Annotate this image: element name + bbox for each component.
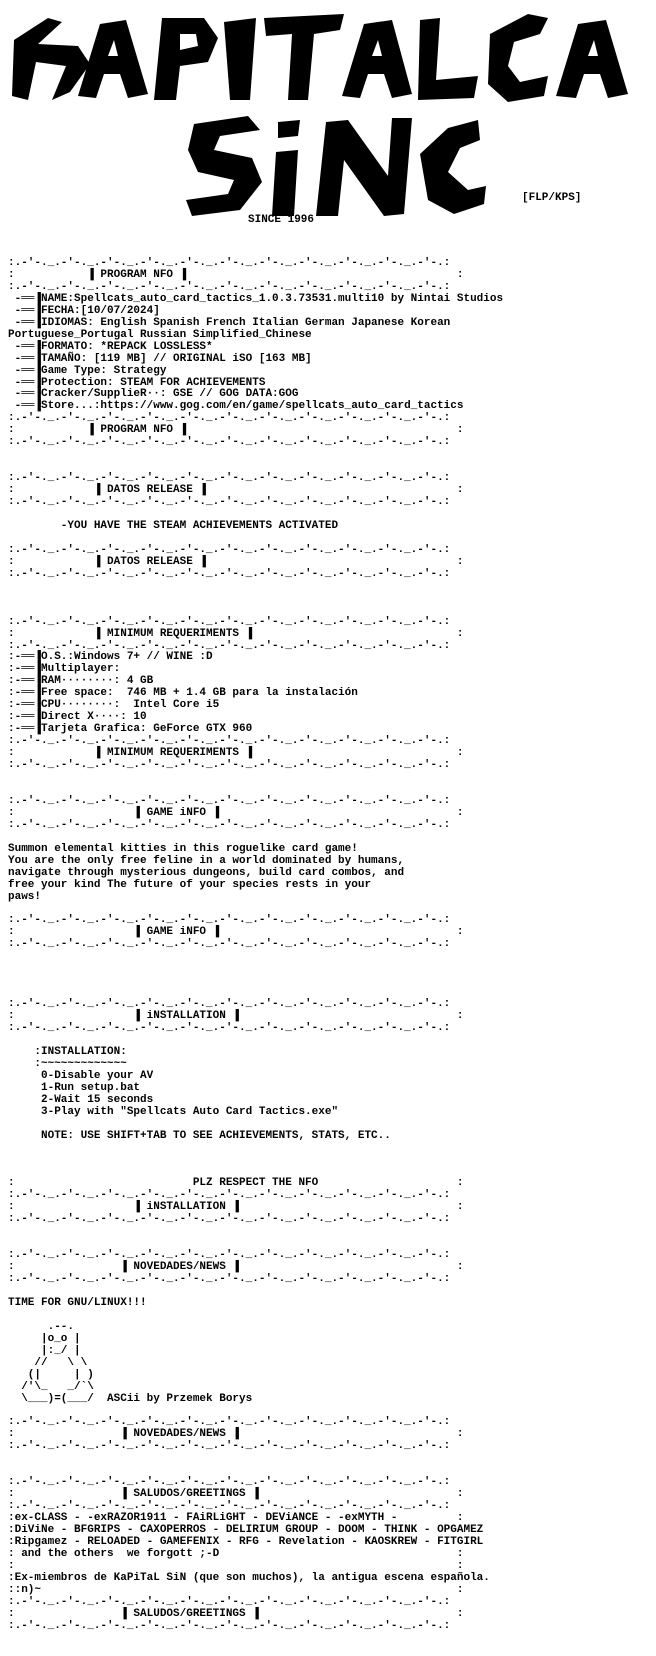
since-line: SINCE 1996 xyxy=(248,214,315,226)
logo-art xyxy=(8,4,644,224)
kapital-sin-logo xyxy=(8,4,644,224)
group-tag: [FLP/KPS] xyxy=(522,192,582,204)
nfo-document xyxy=(8,0,648,1656)
nfo-body: :.-'-._.-'-._.-'-._.-'-._.-'-._.-'-._.-'-._.-'-._.-'-._.-'-._.-'-.: : ▐ PROGRAM NFO ▐ : :.-'-._.-'-._.-'-._.-'-._.-'-._.-'-._.-'-._.-'-._.-'-._.-'-._.-'-.: -══▐NAME:Spellcats_auto_card_tactics_1.0.3.73531.multi10 by Nintai Studios -══▐FECHA:[10/07/2024] -══▐IDIOMAS: English Spanish French Italian German Japanese Korean Portuguese_Portugal Russian Simplified_Chinese -══▐FORMATO: *REPACK LOSSLESS* -══▐TAMAÑO: [119 MB] // ORIGINAL iSO [163 MB] -══▐Game Type: Strategy -══▐Protection: STEAM FOR ACHIEVEMENTS -══▐Cracker/SupplieR··: GSE // GOG DATA:GOG -══▐Store...:https://www.gog.com/en/game/spellcats_auto_card_tactics :.-'-._.-'-._.-'-._.-'-._.-'-._.-'-._.-'-._.-'-._.-'-._.-'-._.-'-.: : ▐ PROGRAM NFO ▐ : :.-'-._.-'-._.-'-._.-'-._.-'-._.-'-._.-'-._.-'-._.-'-._.-'-._.-'-.: :.-'-._.-'-._.-'-._.-'-._.-'-._.-'-._.-'-._.-'-._.-'-._.-'-._.-'-.: : ▐ DATOS RELEASE ▐ : :.-'-._.-'-._.-'-._.-'-._.-'-._.-'-._.-'-._.-'-._.-'-._.-'-._.-'-.: -YOU HAVE THE STEAM ACHIEVEMENTS ACTIVATED :.-'-._.-'-._.-'-._.-'-._.-'-._.-'-._.-'-._.-'-._.-'-._.-'-._.-'-.: : ▐ DATOS RELEASE ▐ : :.-'-._.-'-._.-'-._.-'-._.-'-._.-'-._.-'-._.-'-._.-'-._.-'-._.-'-.: :.-'-._.-'-._.-'-._.-'-._.-'-._.-'-._.-'-._.-'-._.-'-._.-'-._.-'-.: : ▐ MINIMUM REQUERIMENTS ▐ : :.-'-._.-'-._.-'-._.-'-._.-'-._.-'-._.-'-._.-'-._.-'-._.-'-._.-'-.: :-══▐O.S.:Windows 7+ // WINE :D :-══▐Multiplayer: :-══▐RAM········: 4 GB :-══▐Free space: 746 MB + 1.4 GB para la instalación :-══▐CPU········: Intel Core i5 :-══▐Direct X····: 10 :-══▐Tarjeta Grafica: GeForce GTX 960 :.-'-._.-'-._.-'-._.-'-._.-'-._.-'-._.-'-._.-'-._.-'-._.-'-._.-'-.: : ▐ MINIMUM REQUERIMENTS ▐ : :.-'-._.-'-._.-'-._.-'-._.-'-._.-'-._.-'-._.-'-._.-'-._.-'-._.-'-.: :.-'-._.-'-._.-'-._.-'-._.-'-._.-'-._.-'-._.-'-._.-'-._.-'-._.-'-.: : ▐ GAME iNFO ▐ : :.-'-._.-'-._.-'-._.-'-._.-'-._.-'-._.-'-._.-'-._.-'-._.-'-._.-'-.: Summon elemental kitties in this roguelike card game! You are the only free feline in a world dominated by humans, navigate through mysterious dungeons, build card combos, and free your kind The future of your species rests in your paws! :.-'-._.-'-._.-'-._.-'-._.-'-._.-'-._.-'-._.-'-._.-'-._.-'-._.-'-.: : ▐ GAME iNFO ▐ : :.-'-._.-'-._.-'-._.-'-._.-'-._.-'-._.-'-._.-'-._.-'-._.-'-._.-'-.: :.-'-._.-'-._.-'-._.-'-._.-'-._.-'-._.-'-._.-'-._.-'-._.-'-._.-'-.: : ▐ iNSTALLATION ▐ : :.-'-._.-'-._.-'-._.-'-._.-'-._.-'-._.-'-._.-'-._.-'-._.-'-._.-'-.: :INSTALLATION: :~~~~~~~~~~~~~ 0-Disable your AV 1-Run setup.bat 2-Wait 15 seconds 3-Play with "Spellcats Auto Card Tactics.exe" NOTE: USE SHIFT+TAB TO SEE ACHIEVEMENTS, STATS, ETC.. : PLZ RESPECT THE NFO : :.-'-._.-'-._.-'-._.-'-._.-'-._.-'-._.-'-._.-'-._.-'-._.-'-._.-'-.: : ▐ iNSTALLATION ▐ : :.-'-._.-'-._.-'-._.-'-._.-'-._.-'-._.-'-._.-'-._.-'-._.-'-._.-'-.: :.-'-._.-'-._.-'-._.-'-._.-'-._.-'-._.-'-._.-'-._.-'-._.-'-._.-'-.: : ▐ NOVEDADES/NEWS ▐ : :.-'-._.-'-._.-'-._.-'-._.-'-._.-'-._.-'-._.-'-._.-'-._.-'-._.-'-.: TIME FOR GNU/LINUX!!! .--. |o_o | |:_/ | // \ \ (| | ) /'\_ _/`\ \___)=(___/ ASCii by Przemek Borys :.-'-._.-'-._.-'-._.-'-._.-'-._.-'-._.-'-._.-'-._.-'-._.-'-._.-'-.: : ▐ NOVEDADES/NEWS ▐ : :.-'-._.-'-._.-'-._.-'-._.-'-._.-'-._.-'-._.-'-._.-'-._.-'-._.-'-.: :.-'-._.-'-._.-'-._.-'-._.-'-._.-'-._.-'-._.-'-._.-'-._.-'-._.-'-.: : ▐ SALUDOS/GREETINGS ▐ : :.-'-._.-'-._.-'-._.-'-._.-'-._.-'-._.-'-._.-'-._.-'-._.-'-._.-'-.: :ex-CLASS - -exRAZOR1911 - FAiRLiGHT - DEViANCE - -exMYTH - : :DiViNe - BFGRIPS - CAXOPERROS - DELIRIUM GROUP - DOOM - THINK - OPGAMEZ :Ripgamez - RELOADED - GAMEFENIX - RFG - Revelation - KAOSKREW - FITGIRL : and the others we forgott ;-D : : : :Ex-miembros de KaPiTaL SiN (que son muchos), la antigua escena española. ::n)~ : :.-'-._.-'-._.-'-._.-'-._.-'-._.-'-._.-'-._.-'-._.-'-._.-'-._.-'-.: : ▐ SALUDOS/GREETINGS ▐ : :.-'-._.-'-._.-'-._.-'-._.-'-._.-'-._.-'-._.-'-._.-'-._.-'-._.-'-.: xyxy=(8,257,504,1632)
